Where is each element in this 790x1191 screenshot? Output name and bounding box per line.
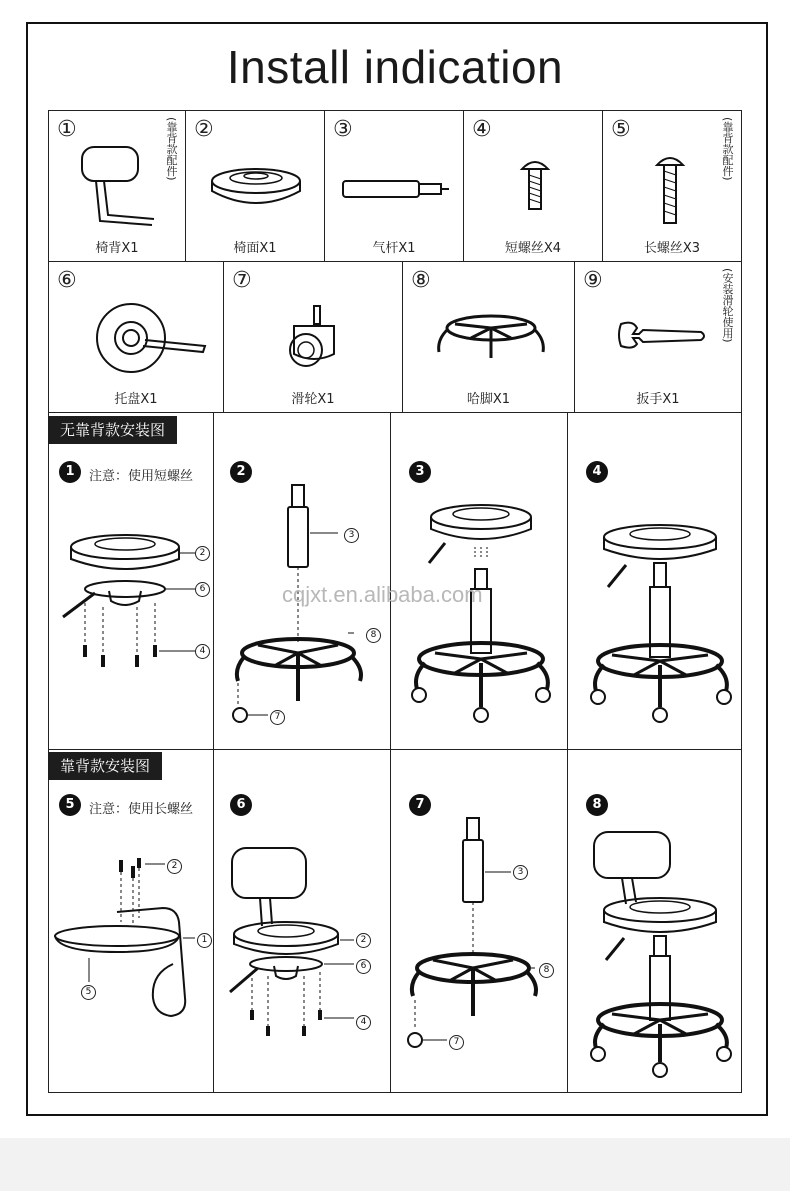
callout-2: 2 (195, 545, 210, 561)
part-number: ⑦ (232, 268, 252, 293)
step-note: 注意：使用长螺丝 (89, 802, 194, 817)
foot-ring-icon (435, 310, 547, 370)
part-cell-short-screw (463, 110, 603, 262)
backrest-icon (74, 143, 174, 233)
lift-base-diagram (228, 483, 388, 733)
part-label: 椅背X1 (95, 241, 139, 256)
page-title: Install indication (226, 41, 564, 93)
step-panel-8 (567, 749, 742, 1093)
step-badge: 4 (586, 461, 608, 483)
part-label: 气杆X1 (372, 241, 416, 256)
part-number: ② (194, 117, 214, 142)
part-cell-caster (223, 261, 403, 413)
seat-tray-exploded-diagram (55, 533, 215, 673)
assembled-stool-diagram (582, 523, 742, 733)
part-cell-backrest (48, 110, 186, 262)
seat-icon (210, 163, 302, 213)
caster-icon (284, 302, 354, 372)
part-cell-wrench (574, 261, 742, 413)
callout-8: 8 (539, 962, 554, 978)
callout-7: 7 (270, 709, 285, 725)
step-badge: 2 (230, 461, 252, 483)
step-note: 注意：使用短螺丝 (89, 469, 194, 484)
part-cell-seat (185, 110, 325, 262)
part-label: 短螺丝X4 (504, 241, 562, 256)
part-label: 哈脚X1 (466, 392, 511, 407)
step-panel-6 (213, 749, 391, 1093)
part-cell-gas-lift (324, 110, 464, 262)
long-screw-icon (655, 151, 685, 227)
callout-6: 6 (356, 958, 371, 974)
step-panel-2 (213, 412, 391, 750)
step-badge: 3 (409, 461, 431, 483)
step-badge: 6 (230, 794, 252, 816)
step-badge: 1 (59, 461, 81, 483)
callout-2: 2 (167, 858, 182, 874)
wrench-icon (617, 320, 707, 350)
short-screw-icon (520, 155, 550, 215)
part-label: 扳手X1 (636, 392, 680, 407)
tray-icon (95, 296, 215, 386)
callout-4: 4 (195, 643, 210, 659)
step-panel-4 (567, 412, 742, 750)
part-cell-tray (48, 261, 224, 413)
part-cell-long-screw (602, 110, 742, 262)
callout-2: 2 (356, 932, 371, 948)
callout-4: 4 (356, 1014, 371, 1030)
backrest-attach-diagram (53, 858, 213, 1068)
step-badge: 5 (59, 794, 81, 816)
callout-6: 6 (195, 581, 210, 597)
callout-3: 3 (344, 527, 359, 543)
gas-lift-icon (341, 177, 451, 201)
step-panel-5 (48, 749, 214, 1093)
callout-7: 7 (449, 1034, 464, 1050)
part-number: ① (57, 117, 77, 142)
part-label: 椅面X1 (233, 241, 277, 256)
part-note: (靠背款配件) (165, 117, 178, 181)
part-note: (安装滑轮使用) (721, 268, 734, 343)
watermark: cqjxt.en.alibaba.com (282, 582, 483, 607)
part-label: 托盘X1 (114, 392, 158, 407)
callout-5: 5 (81, 984, 96, 1000)
step-panel-3 (390, 412, 568, 750)
part-label: 滑轮X1 (291, 392, 335, 407)
callout-8: 8 (366, 627, 381, 643)
part-label: 长螺丝X3 (643, 241, 701, 256)
part-note: (靠背款配件) (721, 117, 734, 181)
step-badge: 7 (409, 794, 431, 816)
lift-base-diagram-2 (407, 816, 567, 1066)
part-number: ⑤ (611, 117, 631, 142)
step-panel-7 (390, 749, 568, 1093)
callout-1: 1 (197, 932, 212, 948)
bottom-strip (0, 1138, 790, 1191)
part-number: ④ (472, 117, 492, 142)
part-number: ③ (333, 117, 353, 142)
section-tag-no-backrest: 无靠背款安装图 (48, 416, 177, 444)
seat-onto-base-diagram (405, 503, 565, 733)
callout-3: 3 (513, 864, 528, 880)
part-number: ⑥ (57, 268, 77, 293)
step-badge: 8 (586, 794, 608, 816)
part-cell-foot-ring (402, 261, 575, 413)
step-panel-1 (48, 412, 214, 750)
part-number: ⑧ (411, 268, 431, 293)
part-number: ⑨ (583, 268, 603, 293)
assembled-backrest-stool-diagram (582, 828, 742, 1078)
section-tag-with-backrest: 靠背款安装图 (48, 752, 162, 780)
